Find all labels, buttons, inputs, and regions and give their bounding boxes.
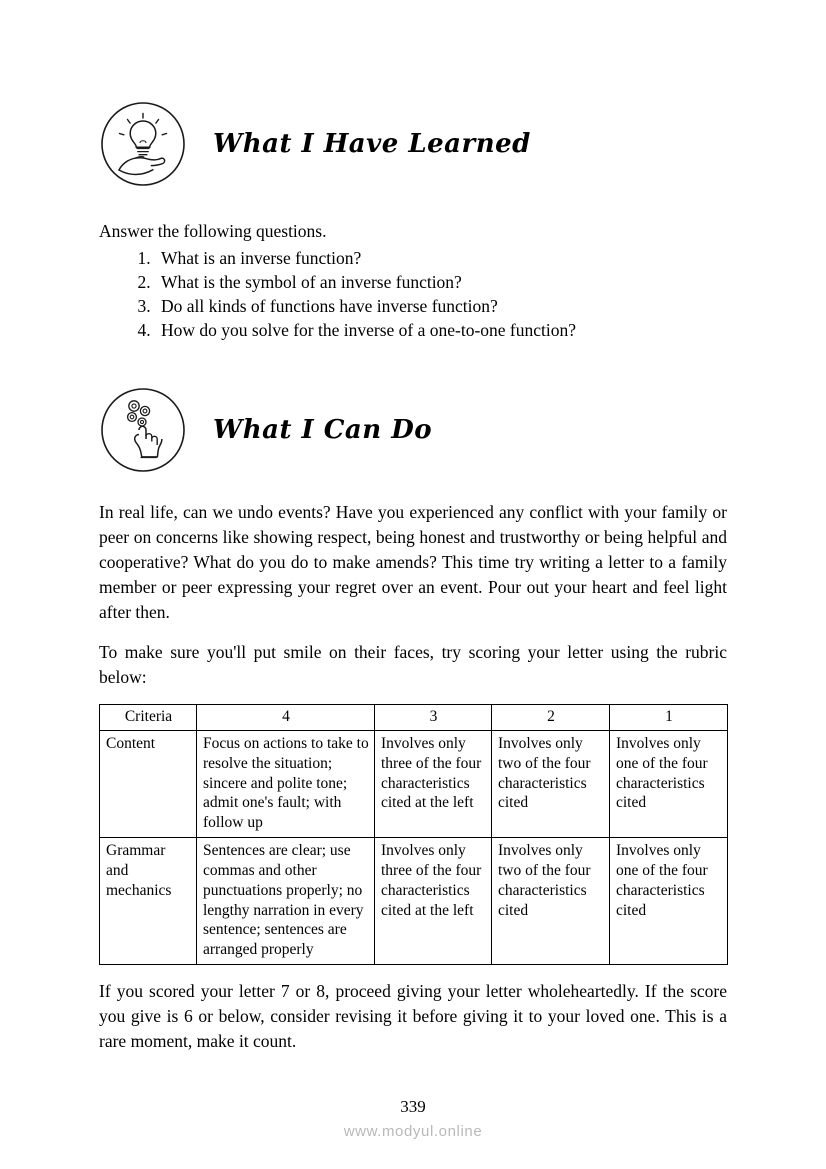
watermark: www.modyul.online (343, 1123, 483, 1140)
question-list (99, 246, 727, 343)
section-title: What I Can Do (213, 415, 433, 446)
hand-gears-icon (99, 386, 187, 474)
section-title: What I Have Learned (213, 129, 531, 159)
column-header-1: 1 (610, 705, 728, 731)
list-item: 1. What is an inverse function? (155, 246, 727, 270)
list-item: 4. How do you solve for the inverse of a one-to-one function? (155, 318, 727, 342)
column-header-criteria: Criteria (100, 705, 197, 731)
cell-criteria: Content (100, 730, 197, 837)
cell-criteria: Grammar and mechanics (100, 838, 197, 965)
table-row (100, 838, 728, 965)
cell-score-4: Focus on actions to take to resolve the situation; sincere and polite tone; admit one's fault; with follow up (197, 730, 375, 837)
cell-score-2: Involves only two of the four characteristics cited (492, 838, 610, 965)
answer-instruction: Answer the following questions. (99, 221, 327, 241)
table-header-row (100, 705, 728, 731)
table-row (100, 730, 728, 837)
cell-score-3: Involves only three of the four characteristics cited at the left (375, 838, 492, 965)
lightbulb-hand-icon (99, 100, 187, 188)
cell-score-3: Involves only three of the four characteristics cited at the left (375, 730, 492, 837)
cell-score-2: Involves only two of the four characteristics cited (492, 730, 610, 837)
column-header-2: 2 (492, 705, 610, 731)
list-item: 2. What is the symbol of an inverse function? (155, 270, 727, 294)
rubric-table (99, 704, 728, 965)
cando-closing-paragraph: If you scored your letter 7 or 8, proceed giving your letter wholeheartedly. If the score you give is 6 or below, consider revising it before giving it to your loved one. This is a rare moment, make it count. (99, 981, 727, 1051)
column-header-4: 4 (197, 705, 375, 731)
cando-paragraph-1: In real life, can we undo events? Have you experienced any conflict with your family or peer on concerns like showing respect, being honest and trustworthy or being helpful and cooperative? What do you do to make amends? This time try writing a letter to a family member or peer expressing your regret over an event. Pour out your heart and feel light after then. (99, 502, 727, 622)
column-header-3: 3 (375, 705, 492, 731)
list-item: 3. Do all kinds of functions have inverse function? (155, 294, 727, 318)
cando-paragraph-2: To make sure you'll put smile on their faces, try scoring your letter using the rubric below: (99, 642, 727, 688)
cell-score-1: Involves only one of the four characteristics cited (610, 838, 728, 965)
cell-score-1: Involves only one of the four characteristics cited (610, 730, 728, 837)
section-header-what-i-have-learned (99, 0, 727, 188)
cell-score-4: Sentences are clear; use commas and other punctuations properly; no lengthy narration in every sentence; sentences are arranged properly (197, 838, 375, 965)
section-header-what-i-can-do (99, 386, 727, 474)
page-number: 339 (400, 1097, 426, 1116)
